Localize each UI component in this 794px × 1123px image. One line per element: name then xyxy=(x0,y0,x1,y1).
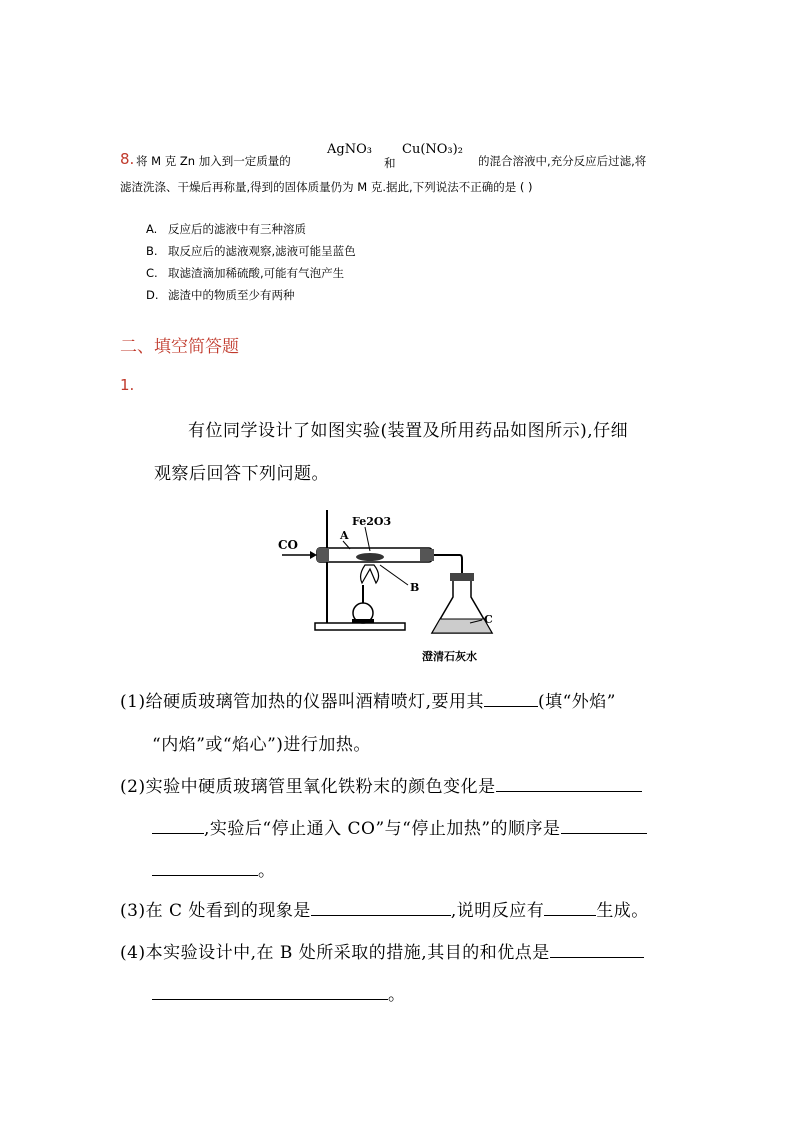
stopper-left xyxy=(317,548,329,562)
option-b[interactable] xyxy=(146,243,356,259)
formula-cuno32: Cu(NO₃)₂ xyxy=(402,142,463,157)
answer-blank-4a[interactable] xyxy=(550,941,644,958)
option-label: A. xyxy=(146,222,158,236)
figure-caption: 澄清石灰水 xyxy=(422,650,477,663)
option-text: 滤渣中的物质至少有两种 xyxy=(168,288,295,302)
answer-blank-1[interactable] xyxy=(484,690,538,707)
option-text: 取滤渣滴加稀硫酸,可能有气泡产生 xyxy=(168,266,345,280)
answer-blank-3b[interactable] xyxy=(544,899,596,916)
option-a[interactable] xyxy=(146,221,306,237)
question-8-number: 8. xyxy=(120,150,135,168)
q1-part3-text-c: 生成。 xyxy=(596,901,649,921)
q1-part1-line2: “内焰”或“焰心”)进行加热。 xyxy=(152,735,371,755)
answer-blank-2d[interactable] xyxy=(152,859,258,876)
limewater xyxy=(432,619,492,633)
answer-blank-2c[interactable] xyxy=(561,817,647,834)
label-c: C xyxy=(484,613,493,626)
flask-stopper xyxy=(450,573,474,581)
lamp-base xyxy=(352,619,374,623)
question-8-text-part2: 的混合溶液中,充分反应后过滤,将 xyxy=(478,154,647,168)
q1-part4-line2 xyxy=(152,980,406,1005)
option-c[interactable] xyxy=(146,265,344,281)
b-pointer xyxy=(380,565,408,585)
label-b: B xyxy=(410,581,420,594)
q1-part3-text-a: (3)在 C 处看到的现象是 xyxy=(120,901,311,921)
q1-part1-line1 xyxy=(120,687,616,712)
q1-part1-text-a: (1)给硬质玻璃管加热的仪器叫酒精喷灯,要用其 xyxy=(120,692,484,712)
stopper-right xyxy=(420,549,434,561)
answer-blank-3a[interactable] xyxy=(311,899,451,916)
option-text: 取反应后的滤液观察,滤液可能呈蓝色 xyxy=(168,244,356,258)
q1-part2-end: 。 xyxy=(258,861,276,881)
option-label: D. xyxy=(146,288,159,302)
section-title: 二、填空简答题 xyxy=(120,337,239,357)
stand-base xyxy=(315,623,405,630)
q1-part2-line1 xyxy=(120,772,642,797)
answer-blank-2a[interactable] xyxy=(496,775,642,792)
option-label: B. xyxy=(146,244,158,258)
question-1-number: 1. xyxy=(120,376,135,394)
question-8-text-part1: 将 M 克 Zn 加入到一定质量的 xyxy=(136,154,291,168)
q1-part2-text-2: ,实验后“停止通入 CO”与“停止加热”的顺序是 xyxy=(204,819,561,839)
q1-part1-text-b: (填“外焰” xyxy=(537,692,616,712)
option-label: C. xyxy=(146,266,158,280)
label-fe2o3: Fe2O3 xyxy=(352,515,392,528)
q1-part2-line3 xyxy=(152,856,276,881)
and-word: 和 xyxy=(384,156,396,170)
flame xyxy=(361,565,379,583)
option-text: 反应后的滤液中有三种溶质 xyxy=(168,222,306,236)
option-d[interactable] xyxy=(146,287,295,303)
q1-part4-line1 xyxy=(120,938,644,963)
fe2o3-powder xyxy=(356,553,384,561)
answer-blank-2b[interactable] xyxy=(152,817,204,834)
q1-part3-text-b: ,说明反应有 xyxy=(450,901,545,921)
q1-part2-line2 xyxy=(152,814,647,839)
formula-agno3: AgNO₃ xyxy=(327,142,372,157)
label-co: CO xyxy=(278,538,299,552)
question-8-text-line2: 滤渣洗涤、干燥后再称量,得到的固体质量仍为 M 克.据此,下列说法不正确的是 ( ) xyxy=(120,180,533,194)
q1-part4-text: (4)本实验设计中,在 B 处所采取的措施,其目的和优点是 xyxy=(120,943,550,963)
q1-part3-line xyxy=(120,896,649,921)
q1-part4-end: 。 xyxy=(388,985,406,1005)
q1-intro-line1: 有位同学设计了如图实验(装置及所用药品如图所示),仔细 xyxy=(188,421,629,441)
apparatus-figure xyxy=(270,505,500,665)
q1-part2-text: (2)实验中硬质玻璃管里氧化铁粉末的颜色变化是 xyxy=(120,777,496,797)
answer-blank-4b[interactable] xyxy=(152,983,388,1000)
label-a: A xyxy=(340,529,349,542)
q1-intro-line2: 观察后回答下列问题。 xyxy=(154,464,329,484)
arrow-head-icon xyxy=(310,551,317,559)
